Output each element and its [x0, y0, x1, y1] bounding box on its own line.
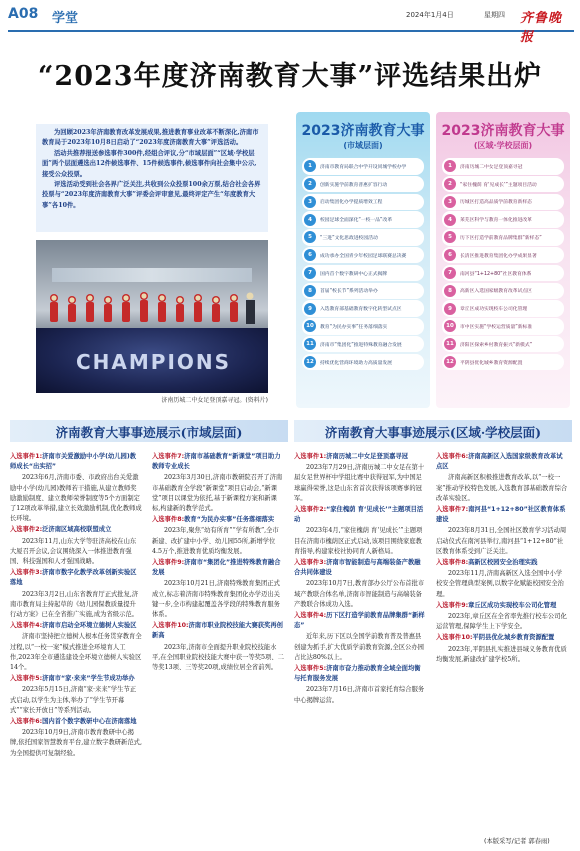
section-title: 济南教育大事事迹展示(市域层面) — [55, 425, 243, 440]
list-item — [442, 283, 564, 300]
card-title: 2023济南教育大事 — [441, 123, 565, 139]
item-number-badge: 12 — [444, 356, 456, 368]
item-text: 校园足球全面深化“一校一品”改革 — [320, 218, 393, 224]
item-text: 章丘区成功实现校车公司化管理 — [460, 307, 528, 313]
entry-heading: 入选事件1:济南历城二中女足登顶嘉寻冠 — [294, 453, 408, 460]
entry-heading: 入选事件4:历下区打造学前教育品牌集群“新样态” — [294, 612, 425, 630]
entry-body: 2023年3月30日,济南市教研院召开了济南市基础教育全学段“新课堂”项目启动会,“新课堂”项目以课堂为依托,基于新课程方案和新课标,构建新的教学范式。 — [152, 474, 283, 513]
issue-weekday: 星期四 — [484, 11, 505, 19]
list-item — [442, 229, 564, 246]
item-text: 创新实施学前教育普惠扩容行动 — [320, 182, 388, 188]
item-number-badge: 6 — [444, 249, 456, 261]
item-number-badge: 12 — [304, 356, 316, 368]
entry-heading: 入选事件10:济南市职业院校技能大赛获奖再创新高 — [152, 622, 283, 640]
entry-heading: 入选事件2:泛济南区域高校联盟成立 — [10, 526, 112, 534]
list-item — [302, 300, 424, 317]
list-item — [442, 318, 564, 335]
item-text: 市中区实施“学校运营质量”新标准 — [460, 324, 533, 330]
entry-heading: 入选事件6:国内首个数字教研中心在济南落地 — [10, 718, 137, 726]
card-title: 2023济南教育大事 — [301, 123, 425, 139]
item-number-badge: 4 — [304, 214, 316, 226]
list-item — [302, 247, 424, 264]
champions-banner-text: CHAMPIONS — [76, 350, 232, 374]
district-events-list — [442, 158, 564, 372]
item-text: 济南历城二中女足登顶嘉寻冠 — [460, 164, 523, 170]
entry-body: 2023年4月,“家住槐荫 育‘见成长’”主题项目在济南市槐荫区正式启动,该项目围绕家庭教育指导,构建家校社协同育人新格局。 — [294, 527, 423, 555]
entry-heading: 入选事件5:济南市“家·来来”学生节成功举办 — [10, 675, 135, 683]
list-item — [302, 194, 424, 211]
entry-heading: 入选事件7:南河县“1+12+80”社区教育体系建设 — [436, 506, 566, 524]
item-number-badge: 2 — [444, 178, 456, 190]
intro-box — [36, 124, 268, 232]
list-item — [442, 176, 564, 193]
entry-heading: 入选事件9:济南市“集团化”推进特殊教育融合发展 — [152, 559, 281, 577]
item-text: 南河县“1+12+80”社区教育体系 — [460, 271, 532, 277]
entry-body: 2023年7月29日,济南历城二中女足在第十届女足世界杯中学组比赛中获得冠军,为中国足球赢得荣誉,这是山东省首次获得该项赛事的冠军。 — [294, 464, 425, 502]
page-header — [8, 4, 574, 45]
entry-heading: 入选事件7:济南市基础教育“新课堂”项目助力教师专业成长 — [152, 453, 281, 471]
item-text: 国内首个数字教研中心正式揭牌 — [320, 271, 388, 277]
list-item — [302, 283, 424, 300]
item-number-badge: 8 — [304, 285, 316, 297]
intro-paragraph: 为回顾2023年济南教育改革发展成果,推进教育事业改革不断深化,济南市教育局于2023年10月8日启动了“2023年度济南教育大事”评选活动。 — [42, 129, 259, 147]
entry-body: 2023年8月31日,全国社区教育学习活动周启动仪式在南河县举行,南河县“1+12+80”社区教育体系受到广泛关注。 — [436, 527, 567, 555]
article-column-2 — [152, 452, 284, 674]
item-text: 济南市教育局联合中学开设同城学校办学 — [320, 164, 407, 170]
intro-paragraph: 活动共推荐报送参选事件300件,经组合评议,分“市域层面”“区域·学校层面”两个层面遴选出12件候选事件、15件候选事件,候选事件向社会集中公示,接受公众投票。 — [42, 149, 257, 178]
item-text: 入选教育部基础教育数字化转型试点区 — [320, 307, 402, 313]
newspaper-logo: 齐鲁晚报 — [520, 11, 563, 45]
entry-body: 2023年6月,济南市委、市政府出台关爱激励中小学(幼儿园)教师若干措施,从建立教师奖励激励制度、建立教师荣誉制度等5个方面制定了12项改革举措,建立长效激励机制,优化教师成长环境。 — [10, 474, 142, 523]
item-text: 历城区打造高品质学前教育新样态 — [460, 200, 532, 206]
item-number-badge: 3 — [304, 196, 316, 208]
item-text: 启动集团化办学提质增效工程 — [320, 200, 383, 206]
entry-body: 2023年,平阴县扎实推进县域义务教育优质均衡发展,新建改扩建学校5所。 — [436, 645, 567, 663]
entry-heading: 入选事件8:高新区校园安全治理实践 — [436, 559, 538, 567]
item-text: “家住槐荫 育‘见成长’”主题项目活动 — [460, 182, 537, 188]
article-column-1 — [10, 452, 142, 760]
entry-body: 2023年,聚焦“幼有所育”“学有所教”,全市新建、改扩建中小学、幼儿园55所,新增学位4.5万个,推进教育优质均衡发展。 — [152, 527, 279, 555]
entry-body: 2023年,济南市全面提升职业院校技能水平,在全国职业院校技能大赛中获一等奖5项、二等奖13项、三等奖20项,成绩位居全省前列。 — [152, 643, 284, 672]
district-events-card — [436, 112, 570, 408]
entry-heading: 入选事件3:济南市数字化教学改革创新实验区落地 — [10, 569, 137, 587]
item-number-badge: 1 — [444, 160, 456, 172]
list-item — [442, 336, 564, 353]
list-item — [302, 211, 424, 228]
item-number-badge: 7 — [444, 267, 456, 279]
list-item — [442, 247, 564, 264]
card-subtitle: (区域·学校层面) — [473, 141, 533, 150]
item-text: 济阳区探索乡村教育振兴“新模式” — [460, 342, 533, 348]
entry-body: 2023年11月,济南高新区入选全国中小学校安全管理典型案例,以数字化赋能校园安全治理。 — [436, 570, 564, 598]
item-text: 长清区推进教育集团化办学成果显著 — [460, 253, 537, 259]
city-section-bar — [10, 420, 288, 442]
list-item — [442, 354, 564, 371]
item-number-badge: 10 — [304, 320, 316, 332]
photo-caption: 济南历城二中女足登顶嘉寻冠。(资料片) — [161, 397, 268, 404]
entry-heading: 入选事件9:章丘区成功实现校车公司化管理 — [436, 601, 557, 609]
item-number-badge: 4 — [444, 214, 456, 226]
item-number-badge: 9 — [444, 303, 456, 315]
entry-body: 济南高新区积极推进教育改革,以“一校一案”推动学校特色发展,入选教育部基础教育综合改革实验区。 — [436, 474, 568, 502]
issue-date: 2024年1月4日 — [406, 11, 454, 19]
list-item — [302, 336, 424, 353]
city-events-card — [296, 112, 430, 408]
item-text: “三进”文化思政进校园活动 — [320, 235, 378, 241]
item-number-badge: 5 — [304, 231, 316, 243]
entry-heading: 入选事件3:济南市智能制造与高端装备产教融合共同体建设 — [294, 559, 421, 577]
entry-body: 2023年5月15日,济南“家·来来”学生节正式启动,以学生为主体,举办了“学生节开幕式”“家长开放日”等系列活动。 — [10, 686, 137, 714]
entry-heading: 入选事件5:济南市奋力推动教育全域全面均衡与托育服务发展 — [294, 665, 421, 683]
entry-body: 2023年3月2日,山东省教育厅正式批复,济南市教育局主持起草的《幼儿园保教质量提升行动方案》已在全省推广实施,成为省级示范。 — [10, 590, 139, 619]
list-item — [442, 194, 564, 211]
list-item — [302, 318, 424, 335]
entry-heading: 入选事件4:济南市启动全环境立德树人实验区 — [10, 622, 137, 630]
page-number: A08 — [8, 6, 39, 22]
item-text: 平阴县优化城乡教育资源配置 — [460, 360, 523, 366]
article-column-4 — [436, 452, 568, 666]
item-number-badge: 8 — [444, 285, 456, 297]
list-item — [442, 300, 564, 317]
list-item — [302, 354, 424, 371]
item-text: 教育“为民办实事”任务落细落实 — [320, 324, 388, 330]
entry-body: 2023年7月16日,济南市首家托育综合服务中心揭牌运营。 — [294, 686, 425, 704]
district-section-bar — [294, 420, 572, 442]
champions-photo — [36, 240, 268, 393]
entry-heading: 入选事件6:济南高新区入选国家级教育改革试点区 — [436, 453, 563, 471]
card-subtitle: (市域层面) — [343, 141, 383, 150]
headline: “2023年度济南教育大事”评选结果出炉 — [37, 61, 543, 92]
entry-body: 2023年11月,山东大学等驻济高校在山东大厦召开会议,会议围绕深入一体推进教育强国、科技强国和人才强国战略。 — [10, 537, 137, 566]
entry-body: 2023年10月9日,济南市教育教研中心揭牌,依托国家智慧教育平台,建立数字教研新范式,为全国提供可复制经验。 — [10, 729, 142, 757]
item-number-badge: 3 — [444, 196, 456, 208]
photo-banner — [52, 268, 252, 282]
section-title: 济南教育大事事迹展示(区域·学校层面) — [324, 425, 542, 440]
team-figures — [42, 288, 262, 330]
entry-heading: 入选事件2:“家住槐荫 育‘见成长’”主题项目活动 — [294, 506, 424, 524]
entry-body: 2023年,章丘区在全省率先推行校车公司化运营管理,保障学生上下学安全。 — [436, 613, 567, 631]
reporter-credit: (本版采写/记者 郭春雨) — [484, 838, 550, 845]
list-item — [442, 211, 564, 228]
list-item — [302, 176, 424, 193]
entry-body: 2023年10月7日,教育部办公厅公布首批市域产教联合体名单,济南市智能制造与高端装备产教联合体成功入选。 — [294, 580, 425, 608]
article-column-3 — [294, 452, 426, 707]
item-number-badge: 6 — [304, 249, 316, 261]
item-text: 成功承办全国青少年校园足球联赛总决赛 — [320, 253, 407, 259]
entry-heading: 入选事件1:济南市关爱激励中小学(幼儿园)教师成长“出实招” — [10, 453, 137, 471]
entry-body: 近年来,历下区以全国学前教育普及普惠县创建为抓手,扩大优质学前教育资源,全区公办园占比达80%以上。 — [294, 633, 424, 661]
item-number-badge: 9 — [304, 303, 316, 315]
intro-paragraph: 评选活动受到社会各界广泛关注,共收到公众投票100余万票,结合社会各界投票与“2023年度济南教育大事”评委会评审意见,最终评定产生“年度教育大事”各10件。 — [42, 181, 261, 209]
item-text: 高新区入选国家级教育改革试点区 — [460, 289, 532, 295]
entry-heading: 入选事件10:平阴县优化城乡教育资源配置 — [436, 634, 555, 642]
item-text: 历下区打造学前教育品牌集群“新样态” — [460, 235, 542, 241]
item-number-badge: 1 — [304, 160, 316, 172]
entry-heading: 入选事件8:教育“为民办实事”任务落细落实 — [152, 516, 275, 524]
list-item — [302, 265, 424, 282]
item-number-badge: 11 — [444, 338, 456, 350]
item-text: 济南市“集团化”推进特殊教育融合发展 — [320, 342, 402, 348]
list-item — [302, 158, 424, 175]
entry-body: 济南市坚持把立德树人根本任务贯穿教育全过程,以“一校一案”模式推进全环境育人工作,2023年全市遴选建设全环境立德树人实验区14个。 — [10, 633, 142, 672]
item-number-badge: 10 — [444, 320, 456, 332]
item-number-badge: 2 — [304, 178, 316, 190]
list-item — [302, 229, 424, 246]
item-number-badge: 7 — [304, 267, 316, 279]
item-text: 莱芜区科学与教育一体化推进改革 — [460, 218, 532, 224]
item-number-badge: 11 — [304, 338, 316, 350]
section-name: 学堂 — [52, 11, 79, 26]
item-text: 持续优化营商环境助力高质量发展 — [320, 360, 392, 366]
city-events-list — [302, 158, 424, 372]
item-text: 首届“校长节”系列活动举办 — [320, 289, 378, 295]
entry-body: 2023年10月21日,济南特殊教育集团正式成立,标志着济南市特殊教育集团化办学迈出关键一步,全市构建起覆盖各学段的特殊教育服务体系。 — [152, 580, 280, 619]
list-item — [442, 158, 564, 175]
list-item — [442, 265, 564, 282]
item-number-badge: 5 — [444, 231, 456, 243]
